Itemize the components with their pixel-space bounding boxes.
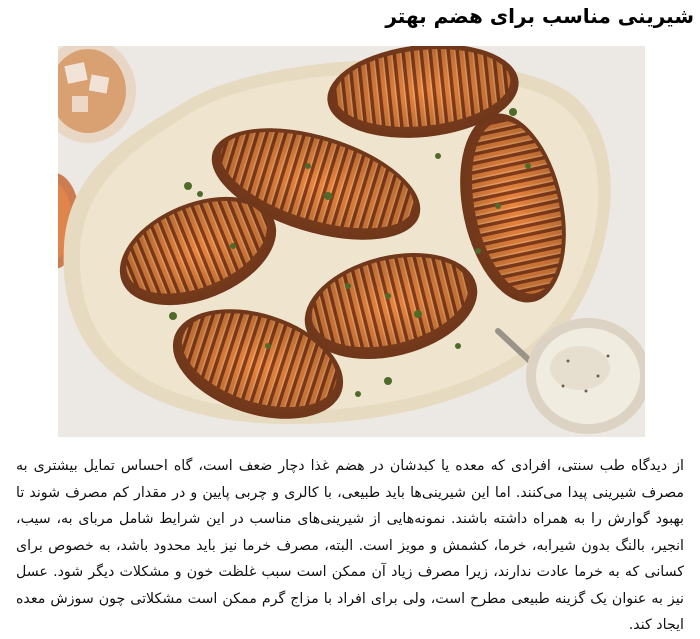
article-title: شیرینی مناسب برای هضم بهتر	[385, 4, 694, 28]
food-photo-icon	[58, 46, 645, 437]
article-image	[58, 46, 645, 437]
article-paragraph: از دیدگاه طب سنتی، افرادی که معده یا کبدشان در هضم غذا دچار ضعف است، گاه احساس تمایل بیشتری به مصرف شیرینی پیدا می‌کنند. اما این شیرینی‌ها باید طبیعی، با کالری و چربی پایین و در مقدار کم مصرف شوند تا بهبود گوارش را به همراه داشته باشند. نمونه‌هایی از شیرینی‌های مناسب در این شرایط شامل مربای به، سیب، انجیر، بالنگ بدون شیرابه، خرما، کشمش و مویز است. البته، مصرف خرما نیز باید محدود باشد، به خصوص برای کسانی که به خرما عادت ندارند، زیرا مصرف زیاد آن ممکن است سبب غلظت خون و مشکلات دیگر شود. عسل نیز به عنوان یک گزینه طبیعی مطرح است، ولی برای افراد با مزاج گرم ممکن است مشکلاتی چون سوزش معده ایجاد کند.	[16, 458, 684, 633]
